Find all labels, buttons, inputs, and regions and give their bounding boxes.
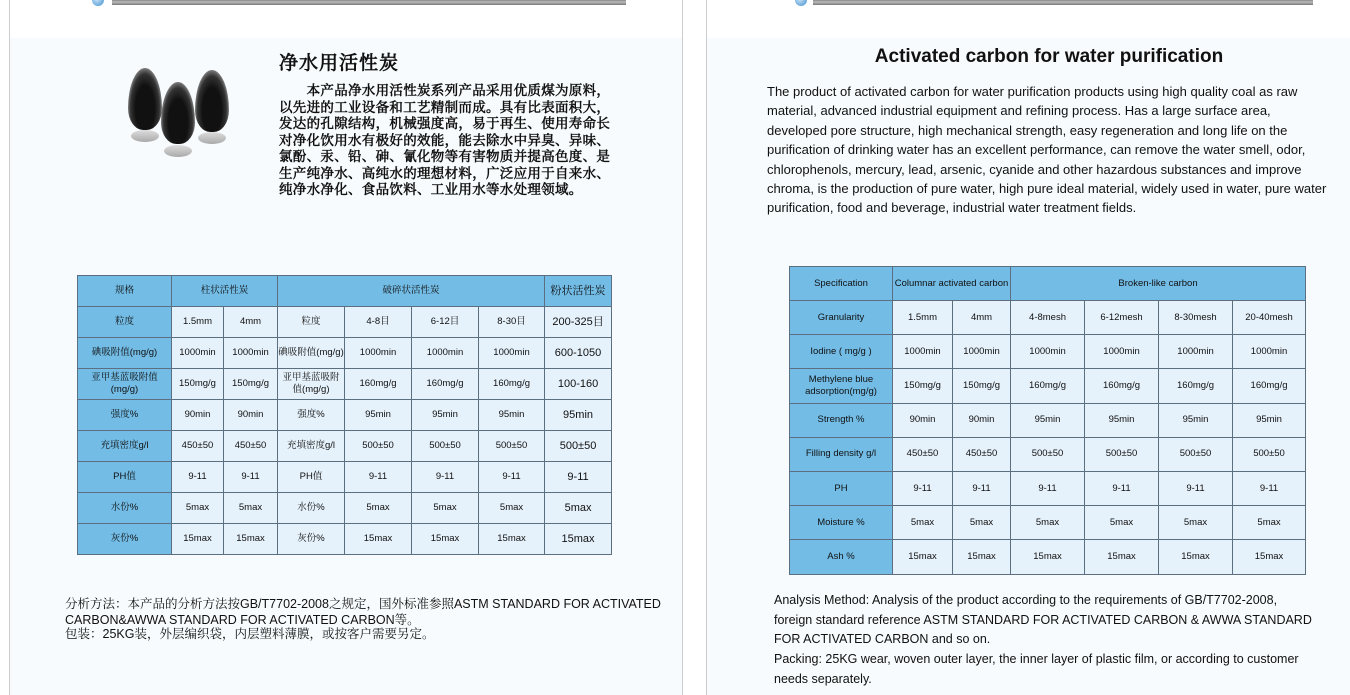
table-cell: 500±50 bbox=[1233, 437, 1306, 471]
table-cell: 95min bbox=[545, 400, 612, 431]
table-cell: 1000min bbox=[1011, 335, 1085, 369]
table-row bbox=[78, 307, 612, 338]
table-cell: 500±50 bbox=[1085, 437, 1159, 471]
table-cell: 4mm bbox=[953, 301, 1011, 335]
table-cell: 9-11 bbox=[172, 462, 224, 493]
table-cell: 5max bbox=[953, 506, 1011, 540]
table-cell: 9-11 bbox=[479, 462, 545, 493]
table-cell: 15max bbox=[1233, 540, 1306, 574]
row-label: Methylene blue adsorption(mg/g) bbox=[790, 369, 893, 403]
table-cell: 15max bbox=[345, 524, 412, 555]
table-row bbox=[78, 338, 612, 369]
table-cell: 1000min bbox=[412, 338, 479, 369]
table-cell: 160mg/g bbox=[479, 369, 545, 400]
packing-info: 包装：25KG装，外层编织袋，内层塑料薄膜，或按客户需要另定。 bbox=[65, 627, 435, 641]
table-cell: 600-1050 bbox=[545, 338, 612, 369]
table-cell: 95min bbox=[1011, 403, 1085, 437]
table-row bbox=[78, 462, 612, 493]
table-cell: 150mg/g bbox=[172, 369, 224, 400]
table-cell: 5max bbox=[1011, 506, 1085, 540]
table-cell: 15max bbox=[1085, 540, 1159, 574]
table-cell: 160mg/g bbox=[412, 369, 479, 400]
table-cell: 4-8mesh bbox=[1011, 301, 1085, 335]
header-cell: 粉状活性炭 bbox=[545, 276, 612, 307]
row-label: Granularity bbox=[790, 301, 893, 335]
header-cell: 破碎状活性炭 bbox=[278, 276, 545, 307]
header-strip bbox=[10, 0, 682, 38]
table-cell: 9-11 bbox=[412, 462, 479, 493]
table-row bbox=[78, 524, 612, 555]
table-cell: 95min bbox=[1159, 403, 1233, 437]
packing-info: Packing: 25KG wear, woven outer layer, the inner layer of plastic film, or according to customer needs separately. bbox=[774, 652, 1299, 686]
table-cell: 4-8目 bbox=[345, 307, 412, 338]
table-cell: 充填密度g/l bbox=[278, 431, 345, 462]
table-row bbox=[790, 369, 1306, 403]
table-cell: 1.5mm bbox=[893, 301, 953, 335]
table-cell: 15max bbox=[1011, 540, 1085, 574]
table-cell: 15max bbox=[893, 540, 953, 574]
header-cell: 柱状活性炭 bbox=[172, 276, 278, 307]
table-cell: 450±50 bbox=[224, 431, 278, 462]
table-cell: 90min bbox=[172, 400, 224, 431]
row-label: Moisture % bbox=[790, 506, 893, 540]
table-cell: 500±50 bbox=[412, 431, 479, 462]
table-cell: 500±50 bbox=[479, 431, 545, 462]
table-cell: 1000min bbox=[172, 338, 224, 369]
table-cell: PH值 bbox=[278, 462, 345, 493]
table-cell: 150mg/g bbox=[893, 369, 953, 403]
table-cell: 1000min bbox=[953, 335, 1011, 369]
table-cell: 95min bbox=[345, 400, 412, 431]
table-cell: 95min bbox=[1233, 403, 1306, 437]
table-cell: 95min bbox=[412, 400, 479, 431]
table-cell: 亚甲基蓝吸附值(mg/g) bbox=[278, 369, 345, 400]
table-cell: 5max bbox=[1159, 506, 1233, 540]
table-cell: 95min bbox=[479, 400, 545, 431]
table-row bbox=[790, 335, 1306, 369]
table-cell: 9-11 bbox=[1159, 471, 1233, 505]
table-cell: 160mg/g bbox=[345, 369, 412, 400]
table-cell: 90min bbox=[893, 403, 953, 437]
table-row bbox=[790, 437, 1306, 471]
table-cell: 15max bbox=[412, 524, 479, 555]
table-cell: 1000min bbox=[1233, 335, 1306, 369]
table-cell: 9-11 bbox=[1233, 471, 1306, 505]
table-row bbox=[790, 540, 1306, 574]
header-cell: 规格 bbox=[78, 276, 172, 307]
table-cell: 15max bbox=[172, 524, 224, 555]
table-cell: 5max bbox=[1085, 506, 1159, 540]
table-cell: 灰份% bbox=[278, 524, 345, 555]
table-cell: 500±50 bbox=[1159, 437, 1233, 471]
table-cell: 6-12mesh bbox=[1085, 301, 1159, 335]
table-cell: 9-11 bbox=[545, 462, 612, 493]
table-cell: 95min bbox=[1085, 403, 1159, 437]
table-cell: 150mg/g bbox=[224, 369, 278, 400]
table-cell: 碘吸附值(mg/g) bbox=[278, 338, 345, 369]
table-row bbox=[790, 506, 1306, 540]
table-cell: 9-11 bbox=[224, 462, 278, 493]
row-label: Strength % bbox=[790, 403, 893, 437]
table-row bbox=[78, 431, 612, 462]
row-label: 亚甲基蓝吸附值(mg/g) bbox=[78, 369, 172, 400]
table-cell: 15max bbox=[479, 524, 545, 555]
row-label: 水份% bbox=[78, 493, 172, 524]
header-rule bbox=[813, 0, 1313, 5]
header-rule bbox=[112, 0, 626, 5]
table-cell: 粒度 bbox=[278, 307, 345, 338]
table-cell: 160mg/g bbox=[1085, 369, 1159, 403]
table-row bbox=[790, 403, 1306, 437]
table-cell: 200-325目 bbox=[545, 307, 612, 338]
table-cell: 5max bbox=[412, 493, 479, 524]
intro-text: 本产品净水用活性炭系列产品采用优质煤为原料，以先进的工业设备和工艺精制而成。具有比表面积大，发达的孔隙结构，机械强度高，易于再生、使用寿命长对净化饮用水有极好的效能，能去除水中异臭、异味、氯酚、汞、铅、砷、氰化物等有害物质并提高色度、是生产纯净水、高纯水的理想材料，广泛应用于自来水、纯净水净化、食品饮料、工业用水等水处理领域。 bbox=[279, 83, 611, 197]
table-cell: 160mg/g bbox=[1233, 369, 1306, 403]
page-title: 净水用活性炭 bbox=[279, 53, 400, 74]
header-cell: Specification bbox=[790, 267, 893, 301]
table-cell: 500±50 bbox=[1011, 437, 1085, 471]
intro-text: The product of activated carbon for water purification products using high quality coal as raw material, advanced industrial equipment and refining process. Has a large surface area, developed pore structure, high mechanical strength, easy regeneration and long life on the purification of drinking water has an excellent performance, can remove the water smell, odor, chlorophenols, mercury, lead, arsenic, cyanide and other hazardous substances and improve chroma, is the production of pure water, high pure ideal material, widely used in water, pure water purification, food and beverage, industrial water treatment fields. bbox=[767, 84, 1327, 216]
table-cell: 1.5mm bbox=[172, 307, 224, 338]
table-cell: 8-30mesh bbox=[1159, 301, 1233, 335]
table-cell: 5max bbox=[545, 493, 612, 524]
spec-table-cn bbox=[77, 275, 612, 555]
table-cell: 9-11 bbox=[953, 471, 1011, 505]
spec-table-en bbox=[789, 266, 1306, 575]
header-cell: Broken-like carbon bbox=[1011, 267, 1306, 301]
chinese-page bbox=[9, 0, 683, 695]
table-cell: 160mg/g bbox=[1011, 369, 1085, 403]
table-cell: 5max bbox=[172, 493, 224, 524]
table-cell: 4mm bbox=[224, 307, 278, 338]
english-page bbox=[706, 0, 1350, 695]
table-cell: 15max bbox=[953, 540, 1011, 574]
row-label: 碘吸附值(mg/g) bbox=[78, 338, 172, 369]
table-cell: 450±50 bbox=[893, 437, 953, 471]
table-cell: 9-11 bbox=[1011, 471, 1085, 505]
row-label: 强度% bbox=[78, 400, 172, 431]
table-cell: 5max bbox=[345, 493, 412, 524]
table-cell: 160mg/g bbox=[1159, 369, 1233, 403]
table-cell: 450±50 bbox=[172, 431, 224, 462]
row-label: 灰份% bbox=[78, 524, 172, 555]
table-cell: 90min bbox=[224, 400, 278, 431]
table-cell: 500±50 bbox=[545, 431, 612, 462]
table-cell: 6-12目 bbox=[412, 307, 479, 338]
table-cell: 5max bbox=[1233, 506, 1306, 540]
table-cell: 90min bbox=[953, 403, 1011, 437]
header-cell: Columnar activated carbon bbox=[893, 267, 1011, 301]
table-cell: 9-11 bbox=[345, 462, 412, 493]
header-strip bbox=[707, 0, 1350, 38]
analysis-method: Analysis Method: Analysis of the product according to the requirements of GB/T7702-2008, foreign standard reference ASTM STANDARD FOR ACTIVATED CARBON & AWWA STANDARD FOR ACTIVATED CARBON and so on. bbox=[774, 593, 1312, 646]
table-row bbox=[790, 301, 1306, 335]
table-cell: 强度% bbox=[278, 400, 345, 431]
table-cell: 100-160 bbox=[545, 369, 612, 400]
table-cell: 150mg/g bbox=[953, 369, 1011, 403]
table-row bbox=[78, 493, 612, 524]
row-label: 充填密度g/l bbox=[78, 431, 172, 462]
table-cell: 9-11 bbox=[1085, 471, 1159, 505]
row-label: Filling density g/l bbox=[790, 437, 893, 471]
table-cell: 450±50 bbox=[953, 437, 1011, 471]
table-cell: 20-40mesh bbox=[1233, 301, 1306, 335]
table-cell: 1000min bbox=[224, 338, 278, 369]
table-cell: 5max bbox=[479, 493, 545, 524]
table-cell: 5max bbox=[893, 506, 953, 540]
table-row bbox=[790, 471, 1306, 505]
table-cell: 500±50 bbox=[345, 431, 412, 462]
row-label: 粒度 bbox=[78, 307, 172, 338]
row-label: PH bbox=[790, 471, 893, 505]
row-label: Ash % bbox=[790, 540, 893, 574]
page-title: Activated carbon for water purification bbox=[874, 46, 1224, 67]
table-row bbox=[78, 400, 612, 431]
table-cell: 1000min bbox=[479, 338, 545, 369]
table-cell: 1000min bbox=[893, 335, 953, 369]
table-cell: 1000min bbox=[1159, 335, 1233, 369]
table-cell: 15max bbox=[1159, 540, 1233, 574]
row-label: Iodine ( mg/g ) bbox=[790, 335, 893, 369]
table-row bbox=[78, 369, 612, 400]
table-cell: 15max bbox=[224, 524, 278, 555]
table-cell: 水份% bbox=[278, 493, 345, 524]
table-cell: 1000min bbox=[345, 338, 412, 369]
table-cell: 8-30目 bbox=[479, 307, 545, 338]
table-cell: 1000min bbox=[1085, 335, 1159, 369]
table-cell: 5max bbox=[224, 493, 278, 524]
row-label: PH值 bbox=[78, 462, 172, 493]
table-cell: 9-11 bbox=[893, 471, 953, 505]
analysis-method: 分析方法：本产品的分析方法按GB/T7702-2008之规定，国外标准参照ASTM STANDARD FOR ACTIVATED CARBON&AWWA STANDARD FOR ACTIVATED CARBON等。 bbox=[65, 597, 661, 627]
table-cell: 15max bbox=[545, 524, 612, 555]
